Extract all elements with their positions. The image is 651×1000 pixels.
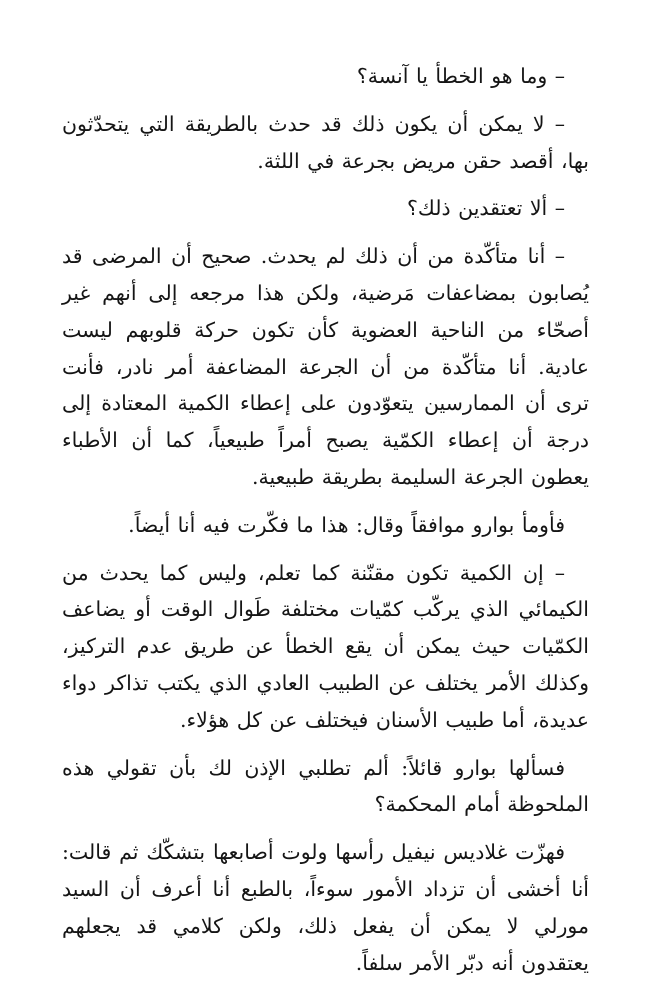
dialogue-paragraph-2: – لا يمكن أن يكون ذلك قد حدث بالطريقة التي يتحدّثون بها، أقصد حقن مريض بجرعة في اللثة.	[62, 111, 589, 173]
narration-paragraph-5: فأومأ بوارو موافقاً وقال: هذا ما فكّرت فيه أنا أيضاً.	[128, 512, 565, 537]
dialogue-paragraph-1: – وما هو الخطأ يا آنسة؟	[356, 64, 565, 88]
narration-paragraph-8: فهزّت غلاديس نيفيل رأسها ولوت أصابعها بتشكّك ثم قالت: أنا أخشى أن تزداد الأمور سوءاً، بالطبع أنا أعرف أن السيد مورلي لا يمكن أن يفعل ذلك، ولكن كلامي قد يجعلهم يعتقدون أنه دبّر الأمر سلفاً.	[62, 840, 589, 975]
dialogue-paragraph-4: – أنا متأكّدة من أن ذلك لم يحدث. صحيح أن المرضى قد يُصابون بمضاعفات مَرضية، ولكن هذا مرجعه إلى أنهم غير أصحّاء من الناحية العضوية كأن تكون حركة قلوبهم ليست عادية. أنا متأكّدة من أن الجرعة المضاعفة أمر نادر، فأنت ترى أن الممارسين يتعوّدون على إعطاء الكمية المعتادة إلى درجة أن إعطاء الكمّية يصبح أمراً طبيعياً، كما أن الأطباء يعطون الجرعة السليمة بطريقة طبيعية.	[62, 244, 589, 489]
dialogue-paragraph-3: – ألا تعتقدين ذلك؟	[407, 196, 565, 221]
dialogue-paragraph-6: – إن الكمية تكون مقنّنة كما تعلم، وليس كما يحدث من الكيمائي الذي يركّب كمّيات مختلفة طَوال الوقت أو يضاعف الكمّيات حيث يمكن أن يقع الخطأ عن طريق عدم التركيز، وكذلك الأمر يختلف عن الطبيب العادي الذي يكتب تذاكر دواء عديدة، أما طبيب الأسنان فيختلف عن كل هؤلاء.	[62, 560, 589, 732]
narration-paragraph-7: فسألها بوارو قائلاً: ألم تطلبي الإذن لك بأن تقولي هذه الملحوظة أمام المحكمة؟	[62, 755, 589, 817]
